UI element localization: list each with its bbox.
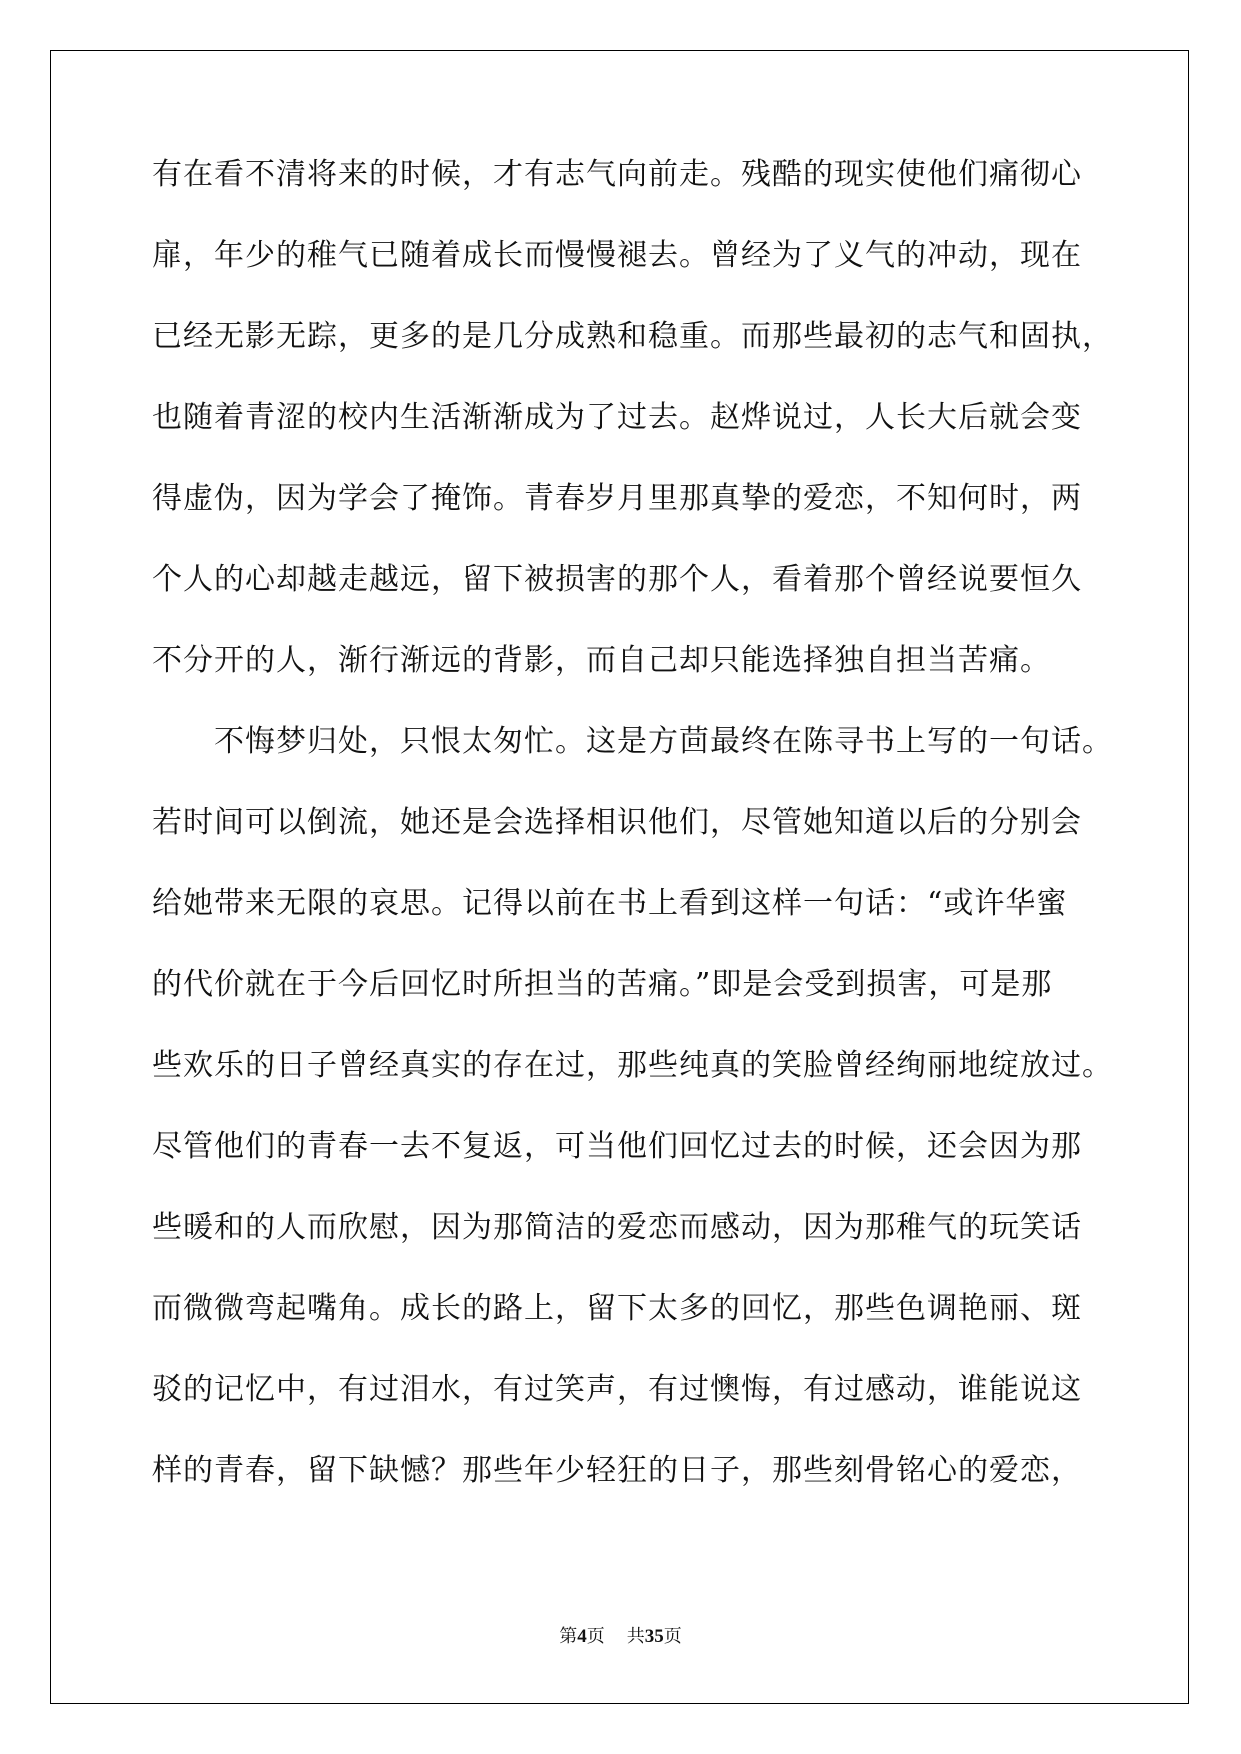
text-line: 样的青春，留下缺憾？那些年少轻狂的日子，那些刻骨铭心的爱恋，: [152, 1453, 1082, 1488]
text-line: 些暖和的人而欣慰，因为那简洁的爱恋而感动，因为那稚气的玩笑话: [152, 1210, 1082, 1245]
page-number: 4: [577, 1626, 587, 1647]
total-pages: 35: [644, 1626, 664, 1647]
text-line: 驳的记忆中，有过泪水，有过笑声，有过懊悔，有过感动，谁能说这: [152, 1372, 1082, 1407]
paragraph-first-line: 不悔梦归处，只恨太匆忙。这是方茴最终在陈寻书上写的一句话。: [214, 724, 1113, 759]
text-line: 扉，年少的稚气已随着成长而慢慢褪去。曾经为了义气的冲动，现在: [152, 238, 1082, 273]
text-line: 也随着青涩的校内生活渐渐成为了过去。赵烨说过，人长大后就会变: [152, 400, 1082, 435]
text-line: 尽管他们的青春一去不复返，可当他们回忆过去的时候，还会因为那: [152, 1129, 1082, 1164]
document-body: [152, 155, 1113, 1532]
text-line: 已经无影无踪，更多的是几分成熟和稳重。而那些最初的志气和固执，: [152, 319, 1113, 354]
total-prefix: 共: [626, 1626, 645, 1647]
text-line: 若时间可以倒流，她还是会选择相识他们，尽管她知道以后的分别会: [152, 805, 1082, 840]
total-suffix: 页: [663, 1626, 682, 1647]
page-footer: [0, 1622, 1241, 1648]
text-line: 的代价就在于今后回忆时所担当的苦痛。”即是会受到损害，可是那: [152, 967, 1053, 1002]
text-line: 得虚伪，因为学会了掩饰。青春岁月里那真挚的爱恋，不知何时，两: [152, 481, 1082, 516]
page-prefix: 第: [559, 1626, 578, 1647]
text-line: 个人的心却越走越远，留下被损害的那个人，看着那个曾经说要恒久: [152, 562, 1082, 597]
text-line: 有在看不清将来的时候，才有志气向前走。残酷的现实使他们痛彻心: [152, 157, 1082, 192]
text-line: 些欢乐的日子曾经真实的存在过，那些纯真的笑脸曾经绚丽地绽放过。: [152, 1048, 1113, 1083]
text-line: 不分开的人，渐行渐远的背影，而自己却只能选择独自担当苦痛。: [152, 643, 1051, 678]
page-suffix: 页: [586, 1626, 605, 1647]
text-line: 给她带来无限的哀思。记得以前在书上看到这样一句话：“或许华蜜: [152, 886, 1068, 921]
text-line: 而微微弯起嘴角。成长的路上，留下太多的回忆，那些色调艳丽、斑: [152, 1291, 1082, 1326]
